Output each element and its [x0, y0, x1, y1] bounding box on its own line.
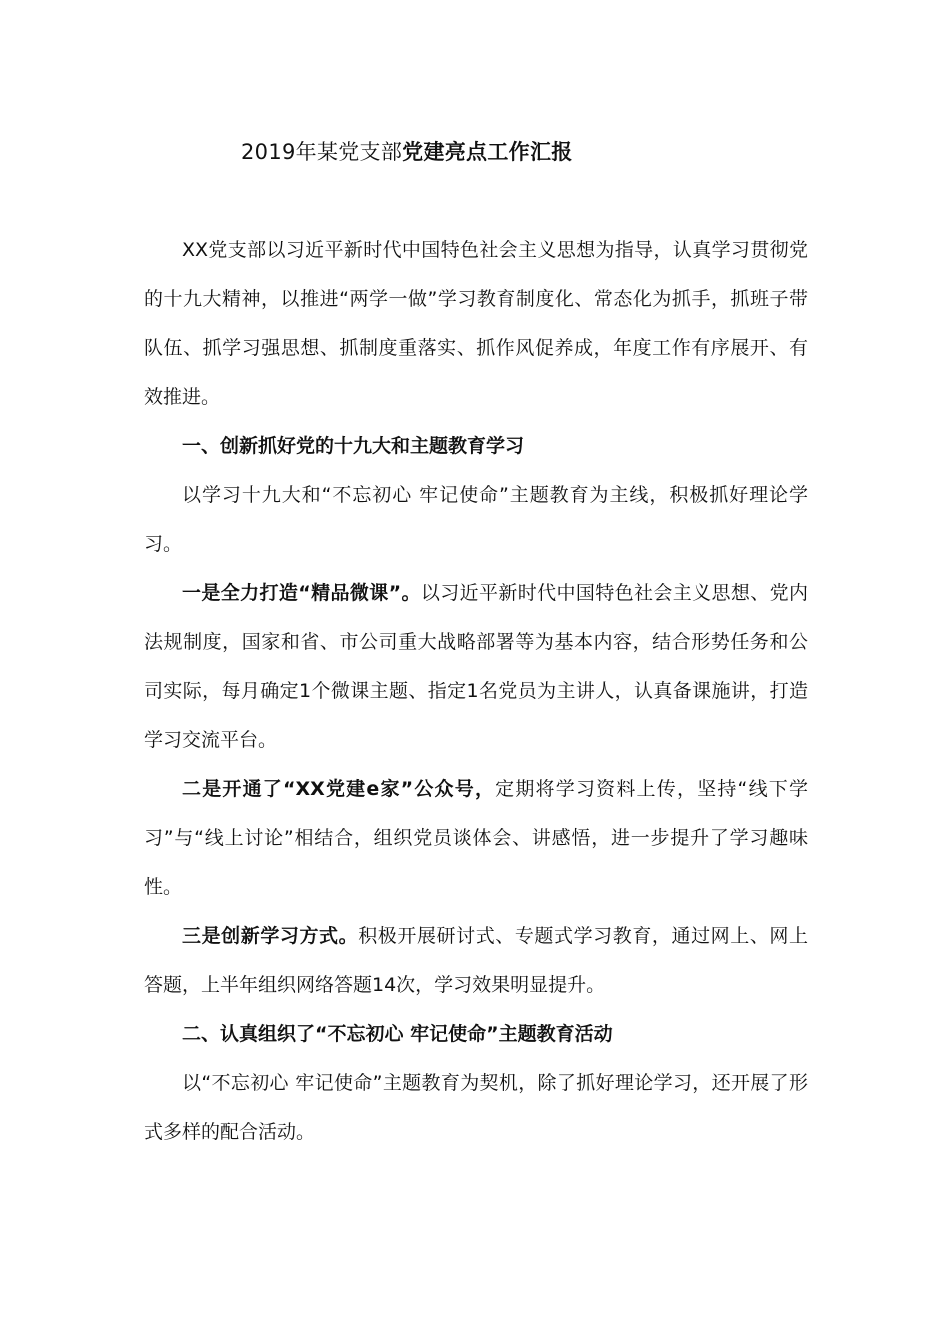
title-bold: 党建亮点工作汇报: [402, 140, 573, 164]
paragraph-text: 积极开展研讨式、专题式学习教育，通过网上、网上答题，上半年组织网络答题14次，学习效果明显提升。: [144, 925, 808, 996]
title-prefix: 2019年某党支部: [241, 140, 403, 164]
paragraph-text: 以学习十九大和“不忘初心 牢记使命”主题教育为主线，积极抓好理论学习。: [144, 484, 808, 555]
point-2-paragraph: [144, 765, 808, 912]
paragraph-text: 定期将学习资料上传，坚持“线下学习”与“线上讨论”相结合，组织党员谈体会、讲感悟，进一步提升了学习趣味性。: [144, 778, 808, 898]
paragraph-lead: 三是创新学习方式。: [182, 925, 359, 947]
point-3-paragraph: [144, 912, 808, 1010]
document-body: [144, 226, 808, 1157]
section-heading-1: 一、创新抓好党的十九大和主题教育学习: [182, 435, 525, 457]
point-1-paragraph: [144, 569, 808, 765]
paragraph-text: 以习近平新时代中国特色社会主义思想、党内法规制度，国家和省、市公司重大战略部署等为基本内容，结合形势任务和公司实际，每月确定1个微课主题、指定1名党员为主讲人，认真备课施讲，打造学习交流平台。: [144, 582, 808, 751]
section-2-intro-paragraph: [144, 1059, 808, 1157]
paragraph-text: XX党支部以习近平新时代中国特色社会主义思想为指导，认真学习贯彻党的十九大精神，以推进“两学一做”学习教育制度化、常态化为抓手，抓班子带队伍、抓学习强思想、抓制度重落实、抓作风促养成，年度工作有序展开、有效推进。: [144, 239, 808, 408]
paragraph-lead: 一是全力打造“精品微课”。: [182, 582, 421, 604]
document-title: [241, 136, 573, 168]
section-1-intro-paragraph: [144, 471, 808, 569]
intro-paragraph: [144, 226, 808, 422]
section-heading-2: 二、认真组织了“不忘初心 牢记使命”主题教育活动: [182, 1023, 613, 1045]
paragraph-text: 以“不忘初心 牢记使命”主题教育为契机，除了抓好理论学习，还开展了形式多样的配合活动。: [144, 1072, 808, 1143]
paragraph-lead: 二是开通了“XX党建e家”公众号，: [182, 778, 496, 800]
